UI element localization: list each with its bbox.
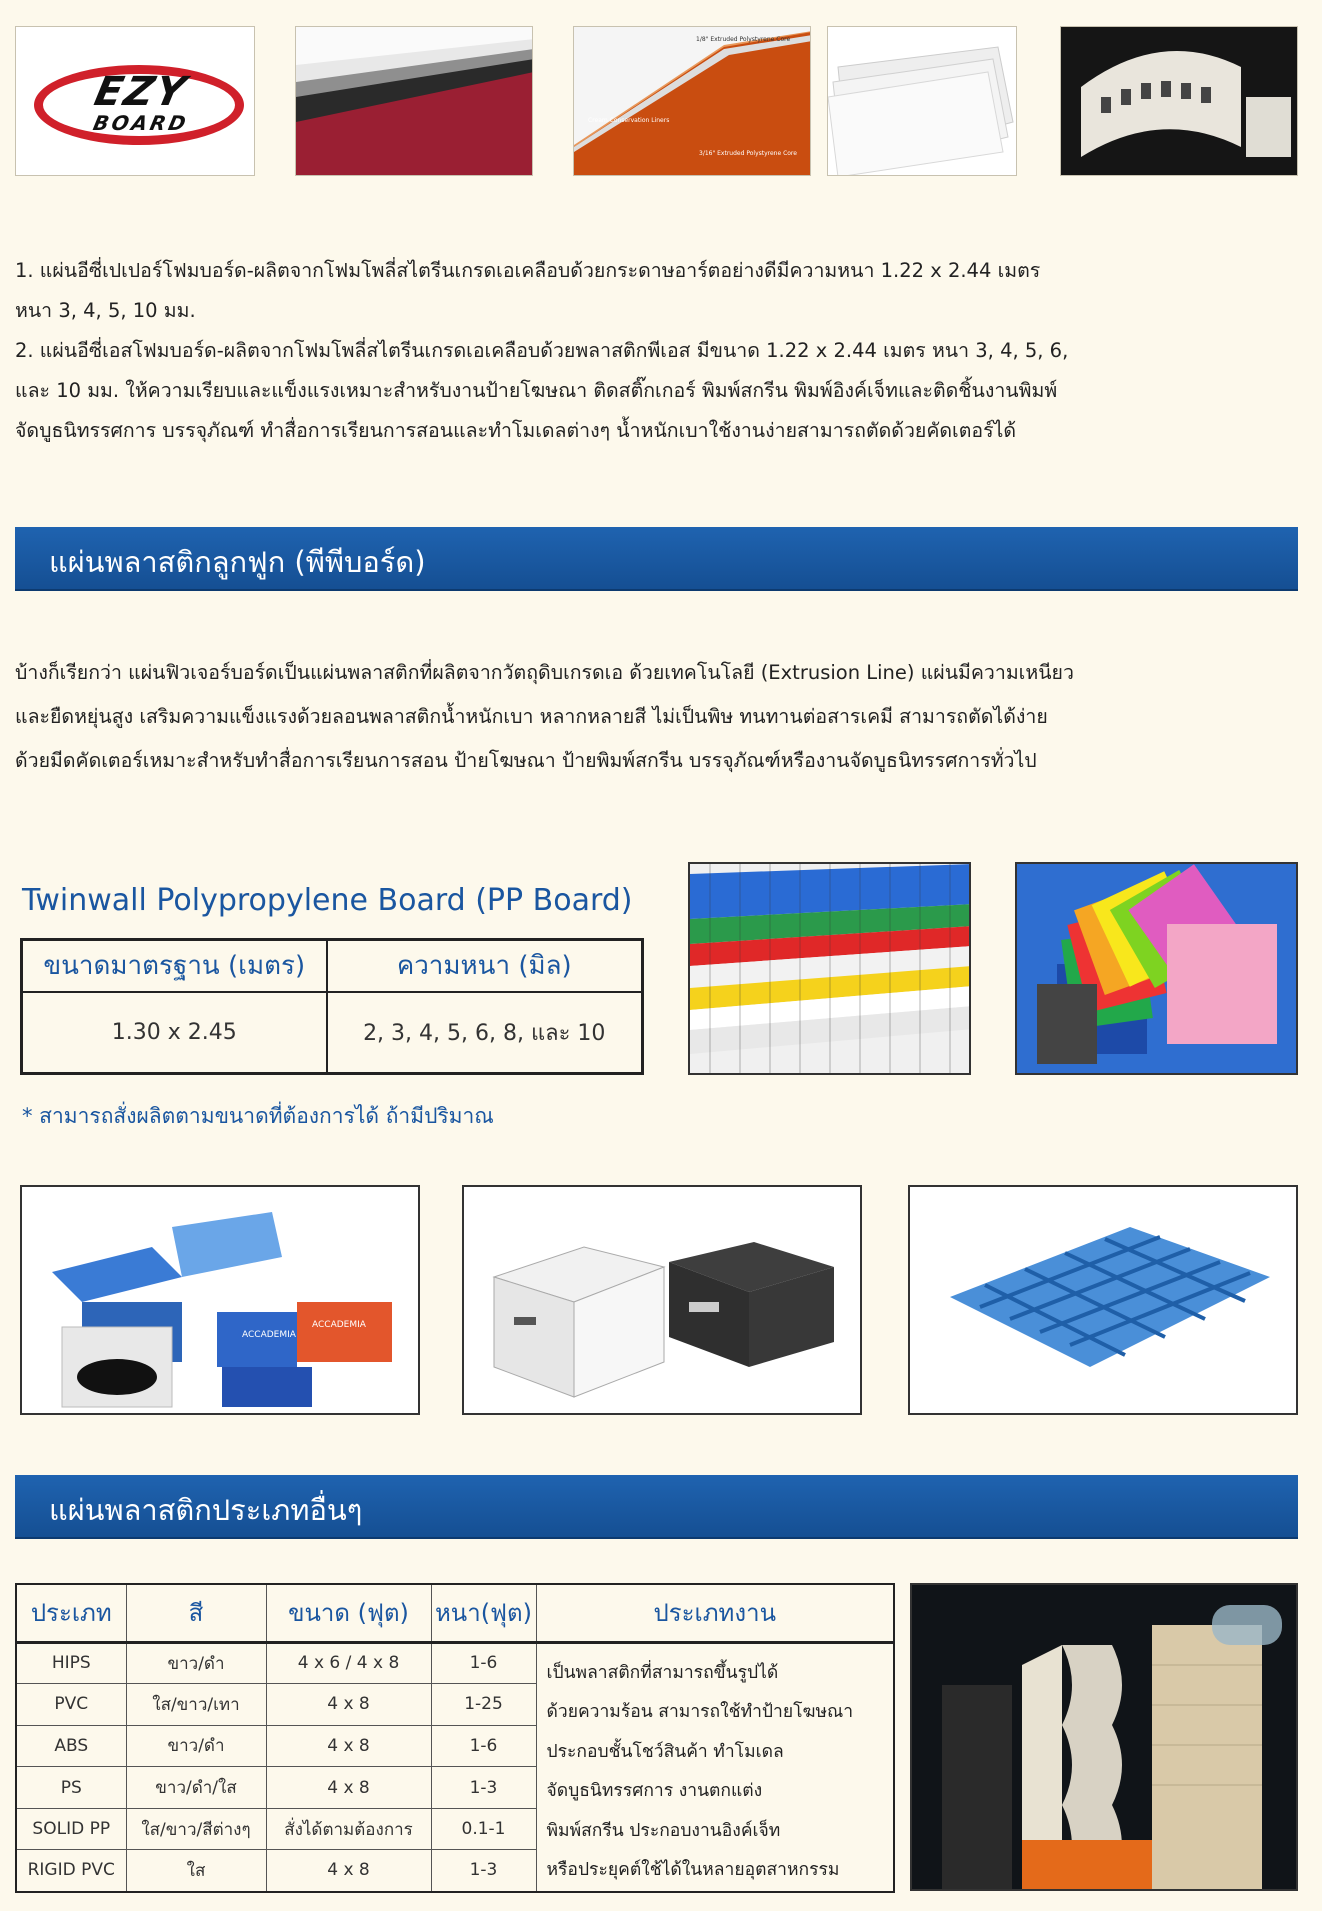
intro-line-2: หนา 3, 4, 5, 10 มม. bbox=[15, 299, 196, 322]
row-type: PS bbox=[16, 1767, 126, 1809]
pp-desc-line-2: และยืดหยุ่นสูง เสริมความแข็งแรงด้วยลอนพลาสติกน้ำหนักเบา หลากหลายสี ไม่เป็นพิษ ทนทานต่อสารเคมี สามารถตัดได้ง่าย bbox=[15, 705, 1048, 728]
pp-boxes-product-image bbox=[20, 1185, 420, 1415]
row-color: ขาว/ดำ bbox=[126, 1725, 266, 1767]
usage-line: เป็นพลาสติกที่สามารถขึ้นรูปได้ bbox=[546, 1662, 779, 1683]
pp-col-thickness-header: ความหนา (มิล) bbox=[327, 940, 643, 992]
intro-line-3: 2. แผ่นอีซี่เอสโฟมบอร์ด-ผลิตจากโฟมโพลี่สไตรีนเกรดเอเคลือบด้วยพลาสติกพีเอส มีขนาด 1.22 x 2.44 เมตร หนา 3, 4, 5, 6, bbox=[15, 339, 1069, 362]
pp-divider-grid-image bbox=[908, 1185, 1298, 1415]
row-type: PVC bbox=[16, 1684, 126, 1726]
row-thickness: 1-25 bbox=[431, 1684, 536, 1726]
pp-table-row bbox=[22, 992, 643, 1074]
logo-text-ezy: EZY bbox=[90, 69, 192, 115]
row-color: ขาว/ดำ/ใส bbox=[126, 1767, 266, 1809]
section-header-other-plastics bbox=[15, 1475, 1298, 1537]
row-size: 4 x 8 bbox=[266, 1850, 431, 1892]
row-thickness: 0.1-1 bbox=[431, 1808, 536, 1850]
pp-thickness-value: 2, 3, 4, 5, 6, 8, และ 10 bbox=[327, 992, 643, 1074]
other-plastics-table bbox=[15, 1583, 895, 1893]
pp-table-title: Twinwall Polypropylene Board (PP Board) bbox=[22, 883, 633, 918]
storage-boxes-image bbox=[462, 1185, 862, 1415]
row-color: ใส bbox=[126, 1850, 266, 1892]
row-type: RIGID PVC bbox=[16, 1850, 126, 1892]
liners-label: Cream Conservation Liners bbox=[588, 117, 670, 124]
usage-line: พิมพ์สกรีน ประกอบงานอิงค์เจ็ท bbox=[546, 1820, 781, 1841]
row-color: ขาว/ดำ bbox=[126, 1642, 266, 1684]
col-size-header: ขนาด (ฟุต) bbox=[266, 1584, 431, 1642]
col-thickness-header: หนา(ฟุต) bbox=[431, 1584, 536, 1642]
pp-description bbox=[15, 651, 1310, 783]
section-title-other-plastics: แผ่นพลาสติกประเภทอื่นๆ bbox=[49, 1493, 363, 1527]
row-type: ABS bbox=[16, 1725, 126, 1767]
white-board-sheets-image bbox=[827, 26, 1017, 176]
table-row bbox=[16, 1642, 894, 1684]
usage-description bbox=[536, 1642, 894, 1892]
row-thickness: 1-6 bbox=[431, 1642, 536, 1684]
intro-line-1: 1. แผ่นอีซี่เปเปอร์โฟมบอร์ด-ผลิตจากโฟมโพลี่สไตรีนเกรดเอเคลือบด้วยกระดาษอาร์ตอย่างดีมีความหนา 1.22 x 2.44 เมตร bbox=[15, 259, 1041, 282]
row-size: 4 x 8 bbox=[266, 1725, 431, 1767]
ezy-board-logo bbox=[15, 26, 255, 176]
foam-model-image bbox=[1060, 26, 1298, 176]
intro-paragraph bbox=[15, 251, 1310, 451]
row-size: 4 x 6 / 4 x 8 bbox=[266, 1642, 431, 1684]
foam-board-core-diagram-image bbox=[573, 26, 811, 176]
logo-text-board: BOARD bbox=[91, 111, 191, 135]
col-color-header: สี bbox=[126, 1584, 266, 1642]
intro-line-5: จัดบูธนิทรรศการ บรรจุภัณฑ์ ทำสื่อการเรียนการสอนและทำโมเดลต่างๆ น้ำหนักเบาใช้งานง่ายสามารถตัดด้วยคัดเตอร์ได้ bbox=[15, 419, 1017, 442]
row-type: SOLID PP bbox=[16, 1808, 126, 1850]
pp-board-swatches-image bbox=[1015, 862, 1298, 1075]
pp-table-header-row bbox=[22, 940, 643, 992]
core-label-bottom: 3/16" Extruded Polystyrene Core bbox=[699, 150, 797, 157]
row-size: 4 x 8 bbox=[266, 1684, 431, 1726]
core-label-top: 1/8" Extruded Polystyrene Core bbox=[696, 36, 791, 43]
row-size: สั่งได้ตามต้องการ bbox=[266, 1808, 431, 1850]
row-size: 4 x 8 bbox=[266, 1767, 431, 1809]
usage-line: ประกอบชั้นโชว์สินค้า ทำโมเดล bbox=[546, 1741, 784, 1762]
other-table-header-row bbox=[16, 1584, 894, 1642]
pp-col-size-header: ขนาดมาตรฐาน (เมตร) bbox=[22, 940, 327, 992]
col-usage-header: ประเภทงาน bbox=[536, 1584, 894, 1642]
foam-board-stack-image bbox=[295, 26, 533, 176]
pp-size-value: 1.30 x 2.45 bbox=[22, 992, 327, 1074]
row-color: ใส/ขาว/สีต่างๆ bbox=[126, 1808, 266, 1850]
col-type-header: ประเภท bbox=[16, 1584, 126, 1642]
custom-order-note: * สามารถสั่งผลิตตามขนาดที่ต้องการได้ ถ้ามีปริมาณ bbox=[22, 1104, 494, 1128]
row-thickness: 1-3 bbox=[431, 1767, 536, 1809]
usage-line: ด้วยความร้อน สามารถใช้ทำป้ายโฆษณา bbox=[546, 1702, 854, 1722]
row-thickness: 1-6 bbox=[431, 1725, 536, 1767]
row-type: HIPS bbox=[16, 1642, 126, 1684]
usage-line: จัดบูธนิทรรศการ งานตกแต่ง bbox=[546, 1781, 763, 1801]
section-header-pp-board bbox=[15, 527, 1298, 589]
intro-line-4: และ 10 มม. ให้ความเรียบและแข็งแรงเหมาะสำหรับงานป้ายโฆษณา ติดสติ๊กเกอร์ พิมพ์สกรีน พิมพ์อิงค์เจ็ทและติดชิ้นงานพิมพ์ bbox=[15, 379, 1058, 402]
box-brand-label-a: ACCADEMIA bbox=[242, 1330, 296, 1340]
box-brand-label-b: ACCADEMIA bbox=[312, 1320, 366, 1330]
pp-desc-line-1: บ้างก็เรียกว่า แผ่นฟิวเจอร์บอร์ดเป็นแผ่นพลาสติกที่ผลิตจากวัตถุดิบเกรดเอ ด้วยเทคโนโลยี (Extrusion Line) แผ่นมีความเหนียว bbox=[15, 661, 1074, 684]
pp-board-colored-stack-image bbox=[688, 862, 971, 1075]
usage-line: หรือประยุคต์ใช้ได้ในหลายอุตสาหกรรม bbox=[546, 1860, 840, 1880]
pp-size-table bbox=[20, 938, 644, 1075]
industrial-plastics-image bbox=[910, 1583, 1298, 1891]
row-color: ใส/ขาว/เทา bbox=[126, 1684, 266, 1726]
pp-desc-line-3: ด้วยมีดคัดเตอร์เหมาะสำหรับทำสื่อการเรียนการสอน ป้ายโฆษณา ป้ายพิมพ์สกรีน บรรจุภัณฑ์หรืองานจัดบูธนิทรรศการทั่วไป bbox=[15, 749, 1037, 772]
row-thickness: 1-3 bbox=[431, 1850, 536, 1892]
section-title-pp-board: แผ่นพลาสติกลูกฟูก (พีพีบอร์ด) bbox=[49, 545, 426, 579]
